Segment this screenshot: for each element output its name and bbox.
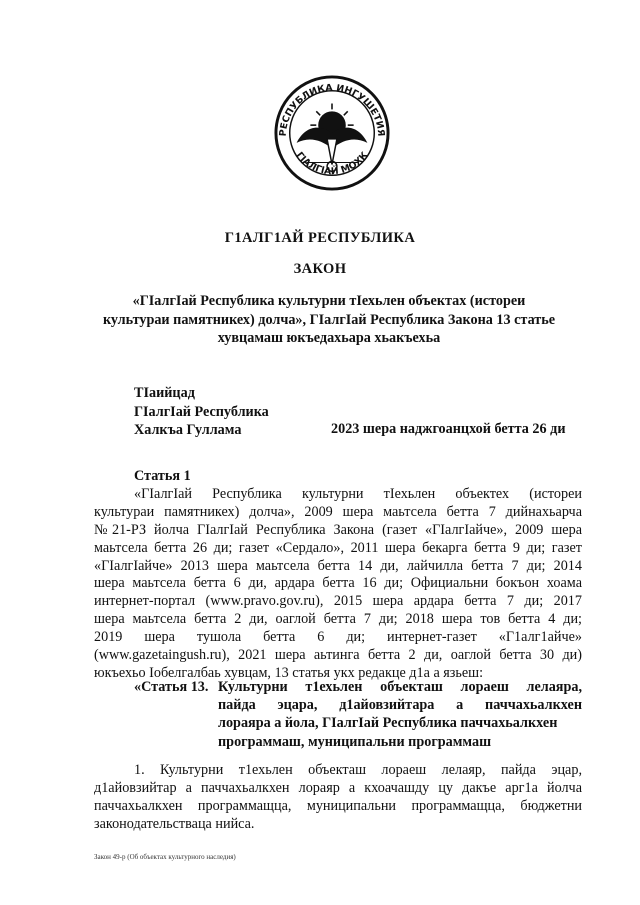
article-line: шера маьтсела бетта 6 ди, ардара бетта 16 ди; Официальни бокъон хоама	[94, 575, 582, 592]
inner-article-label: «Статья 13.	[134, 679, 209, 695]
adopted-by-block	[134, 384, 269, 440]
paragraph-line: паччахьалкхен программащца, муниципальни программащца, бюджетни	[94, 797, 582, 814]
svg-text:ГIАЛГIАЙ МОХК: ГIАЛГIАЙ МОХК	[293, 150, 371, 178]
article-line: культураи памятникех) долча», 2009 шера маьтсела бетта 7 дийнахьарча	[94, 503, 582, 520]
article-body	[94, 486, 582, 683]
law-heading: ЗАКОН	[293, 261, 347, 277]
ingushetia-coat-of-arms-icon	[273, 74, 391, 192]
paragraph-line: законодательстваца нийса.	[94, 815, 255, 832]
svg-text:РЕСПУБЛИКА ИНГУШЕТИЯ: РЕСПУБЛИКА ИНГУШЕТИЯ	[277, 82, 387, 137]
inner-article-line: Культурни т1ехьлен объекташ лораеш лелаяра,	[218, 679, 582, 695]
law-title-line: «ГIалгIай Республика культурни тIехьлен объектах (истореи	[132, 293, 526, 309]
inner-article-line: лораяра а йола, ГIалгIай Республика паччахьалкхен	[218, 715, 558, 732]
paragraph-1	[94, 762, 582, 834]
law-title-line: хувцамаш юкъедахьара хьакъехьа	[217, 330, 441, 346]
law-title-line: культураи памятникех) долча», ГIалгIай Республика Закона 13 статье	[102, 311, 556, 328]
paragraph-line: д1айовзийтар а паччахьалкхен лораяр а кхоачашду цу дакъе арг1а йолча	[94, 779, 582, 796]
article-line: интернет-портал (www.pravo.gov.ru), 2015 шера ардара бетта 7 ди; 2017	[94, 593, 582, 610]
inner-article-heading	[134, 678, 582, 751]
page-footer: Закон 49-р (Об объектах культурного наследия)	[94, 853, 236, 861]
article-line: шера маьтсела бетта 2 ди, оаглой бетта 7 ди; 2018 шера тов бетта 4 ди;	[94, 611, 582, 628]
article-heading: Статья 1	[134, 468, 191, 484]
article-line: маьтсела бетта 26 ди; газет «Сердало», 2011 шера бекарга бетта 9 ди; газет	[94, 539, 582, 556]
adopted-line: ГIалгIай Республика	[134, 403, 269, 420]
adopted-line: Халкъа Гуллама	[134, 422, 242, 438]
article-line: «ГIалгIайче» 2013 шера маьтсела бетта 14 ди, лайчилла бетта 7 ди; 2014	[94, 557, 582, 574]
article-line: юкъехьо Iобелгалбаь хувцам, 13 статья укх редакце д1а а язьеш:	[94, 664, 484, 681]
inner-article-line: программаш, муниципальни программаш	[218, 733, 492, 750]
republic-heading: Г1АЛГ1АЙ РЕСПУБЛИКА	[224, 230, 416, 246]
inner-article-line: пайда эцара, д1айовзийтара а паччахьалкхен	[218, 697, 582, 714]
article-line: «ГIалгIай Республика культурни тIехьлен объектех (истореи	[134, 486, 582, 502]
law-title	[94, 292, 564, 348]
article-line: №21-РЗ йолча ГIалгIай Республика Закона (газет «ГIалгIайче», 2009 шера	[94, 521, 582, 538]
article-line: (www.gazetaingush.ru), 2021 шера аьтинга бетта 2 ди, оаглой бетта 30 ди)	[94, 647, 582, 664]
paragraph-line: 1. Культурни т1ехьлен объекташ лораеш лелаяр, пайда эцар,	[134, 762, 582, 778]
adoption-date: 2023 шера наджгоанцхой бетта 26 ди	[331, 421, 566, 437]
article-line: 2019 шера тушола бетта 6 ди; интернет-газет «Г1алг1айче»	[94, 629, 582, 646]
adopted-line: ТIаийцад	[134, 385, 195, 401]
